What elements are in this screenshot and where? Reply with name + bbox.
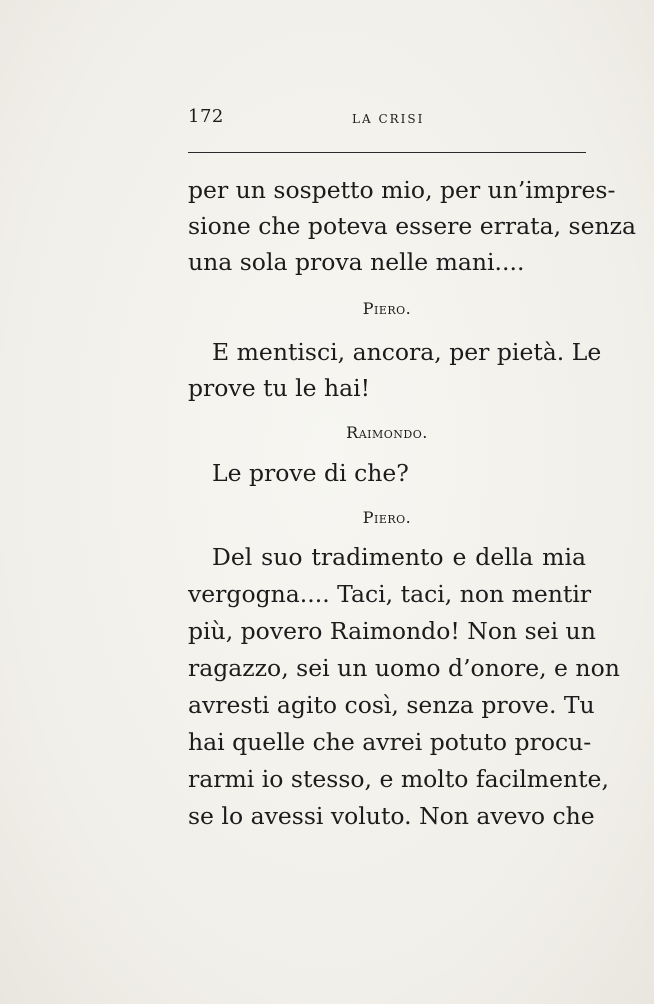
speaker-label: Piero. (362, 299, 412, 318)
text-line: per un sospetto mio, per un’impres- (188, 176, 616, 204)
page-header (188, 106, 588, 136)
text-line: sione che poteva essere errata, senza (188, 212, 637, 240)
speaker-label: Raimondo. (346, 423, 428, 442)
page-number: 172 (188, 106, 224, 127)
text-line: avresti agito così, senza prove. Tu (188, 691, 595, 719)
text-line: più, povero Raimondo! Non sei un (188, 617, 596, 645)
text-line: ragazzo, sei un uomo d’onore, e non (188, 654, 620, 682)
text-line: Del suo tradimento e della mia (212, 543, 586, 571)
text-line: Le prove di che? (212, 459, 409, 487)
text-line: hai quelle che avrei potuto procu- (188, 728, 592, 756)
text-line: una sola prova nelle mani.... (188, 248, 525, 276)
text-line: E mentisci, ancora, per pietà. Le (212, 338, 602, 366)
running-title: LA CRISI (352, 112, 425, 126)
text-line: vergogna.... Taci, taci, non mentir (188, 580, 592, 608)
header-rule (188, 152, 586, 153)
text-line: rarmi io stesso, e molto facilmente, (188, 765, 609, 793)
speaker-label: Piero. (362, 508, 412, 527)
text-line: se lo avessi voluto. Non avevo che (188, 802, 595, 830)
text-line: prove tu le hai! (188, 374, 371, 402)
